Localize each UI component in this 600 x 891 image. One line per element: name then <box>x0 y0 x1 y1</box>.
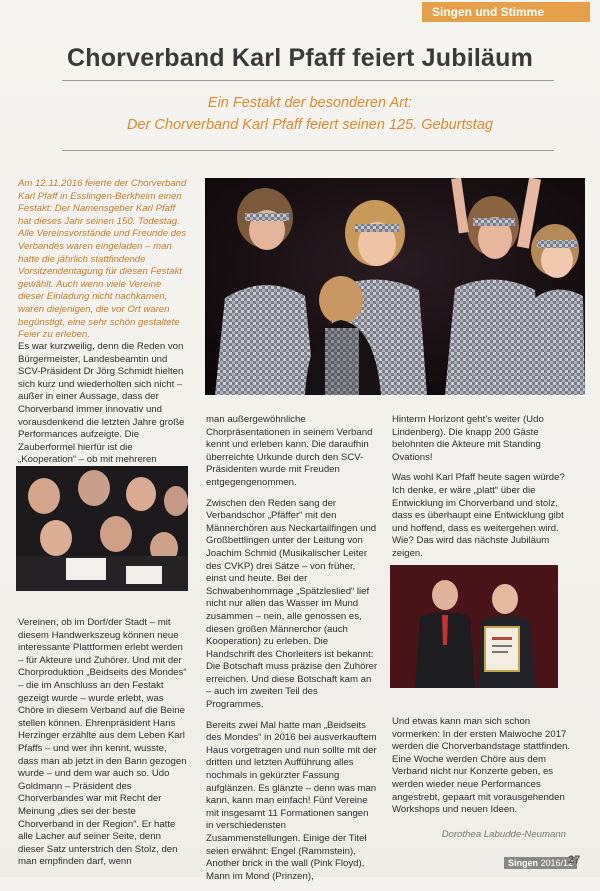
footer-brand <box>504 857 577 869</box>
choir-performance-photo <box>205 178 585 395</box>
subhead-rule <box>62 150 554 151</box>
mens-choir-photo <box>16 466 188 591</box>
body-paragraph: Hinterm Horizont geht’s weiter (Udo Lindenberg). Die knapp 200 Gäste belohnten die Akteure mit Standing Ovations! <box>392 414 544 463</box>
page-number: 27 <box>568 854 581 866</box>
body-paragraph: Es war kurzweilig, denn die Reden von Bürgermeister, Landesbeamtin und SCV-Präsident Dr Jörg Schmidt hielten sich kurz und wiederholten sich nicht – außer in einer Aussage, dass der Chorverband immer innovativ und vorausdenkend die letzten Jahre große Performances aufzeigte. Die Zauberformel hierfür ist die „Kooperation“ – ob mit mehreren <box>18 341 185 466</box>
column-1-top <box>18 341 188 475</box>
subhead-line-1: Ein Festakt der besonderen Art: <box>207 95 413 111</box>
column-2 <box>206 414 378 891</box>
award-ceremony-photo <box>390 565 558 688</box>
column-3-bottom <box>392 716 572 825</box>
author-signature: Dorothea Labudde-Neumann <box>441 829 566 840</box>
section-tab: Singen und Stimme <box>422 2 590 22</box>
footer-issue: 2016/12 <box>540 858 574 868</box>
footer-brand-name: Singen <box>508 858 539 868</box>
page-title: Chorverband Karl Pfaff feiert Jubiläum <box>66 44 534 72</box>
body-paragraph: man außergewöhnliche Chorpräsentationen in seinem Verband kennt und erleben kann. Die daraufhin überreichte Urkunde durch den SCV-Präsidenten wurde mit Freuden entgegengenommen. <box>206 414 373 488</box>
body-paragraph: Vereinen, ob im Dorf/der Stadt – mit diesem Handwerkszeug können neue interessante Plattformen erlebt werden – für Akteure und Zuhörer. Und mit der Chorproduktion „Beidseits des Mondes“ – die im Anschluss an den Festakt gezeigt wurde – wurde erlebt, was Chöre in diesem Verband auf die Beine stellen können. Ehrenpräsident Hans Herzinger erzählte aus dem Leben Karl Pfaffs – und wer ihn kennt, wusste, dass man ab jetzt in den Bann gezogen wurde – und dem war auch so. Udo Goldmann – Präsident des Chorverbandes war mit Recht der Meinung „dies sei der beste Chorverband in der Region“. Er hatte alle Lacher auf seiner Seite, denn dieser Satz unterstrich den Stolz, den man empfinden darf, wenn <box>18 617 187 868</box>
column-3-top <box>392 414 572 569</box>
subheadline <box>60 92 560 136</box>
title-rule <box>62 80 554 81</box>
body-paragraph: Was wohl Karl Pfaff heute sagen würde? Ich denke, er wäre „platt“ über die Entwicklung im Chorverband und stolz, dass es überhaupt eine Entwicklung gibt und hoffend, dass es weitergehen wird. Wie? Das wird das nächste Jubiläum zeigen. <box>392 472 565 559</box>
intro-paragraph: Am 12.11.2016 feierte der Chorverband Karl Pfaff in Esslingen-Berkheim einen Festakt: Der Namensgeber Karl Pfaff hat dieses Jahr seinen 150. Todestag. Alle Vereinsvorstände und Freunde des Verbandes waren eingeladen – man hatte die jährlich stattfindende Vorsitzendentagung für diesen Festakt gewählt. Auch wenn viele Vereine dieser Einladung nicht nachkamen, waren diejenigen, die vor Ort waren begünstigt, eine sehr schön gestaltete Feier zu erleben. <box>18 178 187 341</box>
body-paragraph: Und etwas kann man sich schon vormerken: In der ersten Maiwoche 2017 werden die Chorverbandstage stattfinden. Eine Woche werden Chöre aus dem Verband nicht nur Konzerte geben, es werden wieder neue Performances angestrebt, gepaart mit vorausgehenden Workshops und neuen Ideen. <box>392 716 571 816</box>
body-paragraph: Bereits zwei Mal hatte man „Beidseits des Mondes“ in 2016 bei ausverkauftem Haus vorgetragen und nun sollte mit der dritten und letzten Aufführung alles nochmals in gekürzter Fassung aufglänzen. Es glänzte – denn was man kann, kann man einfach! Fünf Vereine mit insgesamt 11 Formationen sangen in verschiedensten Zusammenstellungen. Einige der Titel seien erwähnt: Engel (Rammstein), Another brick in the wall (Pink Floyd), Mann im Mond (Prinzen), <box>206 719 377 882</box>
subhead-line-2: Der Chorverband Karl Pfaff feiert seinen 125. Geburtstag <box>127 117 493 133</box>
column-1-bottom <box>18 617 188 877</box>
body-paragraph: Zwischen den Reden sang der Verbandschor „Pfäffer“ mit den Männerchören aus Neckartailfingen und Großbettlingen unter der Leitung von Joachim Schmid (Musikalischer Leiter des CVKP) drei Sätze – von früher, einst und heute. Bei der Schwabenhommage „Spätzleslied“ lief nicht nur allen das Wasser im Mund zusammen – nein, alle genossen es, diesen großen Männerchor (auch Kooperation) zu erleben. Die Handschrift des Chorleiters ist bekannt: Die Botschaft muss präzise den Zuhörer erreichen. Und diese Botschaft kam an – auch im zweiten Teil des Programmes. <box>206 497 378 711</box>
